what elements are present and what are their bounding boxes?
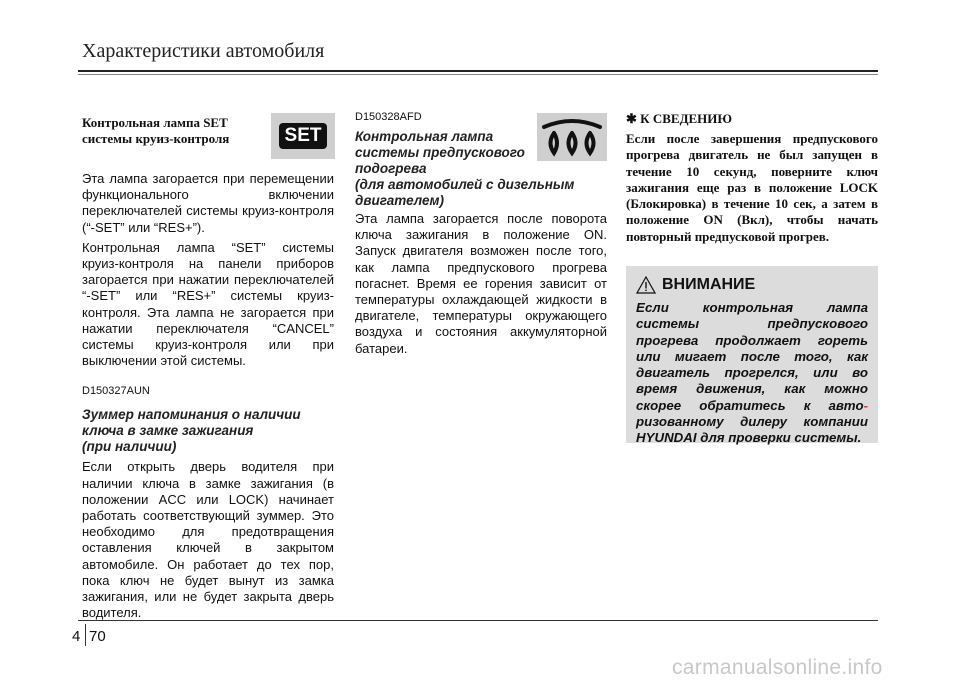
buzzer-code: D150327AUN xyxy=(82,385,150,398)
header-rule-thin xyxy=(78,74,878,75)
set-lamp-paragraph-1: Эта лампа загорается при перемещении функционального включении переключателей системы круиз-контроля (“-SET” или “RES+”). xyxy=(82,171,334,235)
warning-text xyxy=(636,300,868,447)
footer-rule xyxy=(78,620,878,621)
warning-box xyxy=(626,266,878,446)
warning-triangle-icon xyxy=(636,276,656,294)
glow-title-line-4: (для автомобилей с дизельным xyxy=(355,177,575,192)
info-title: К СВЕДЕНИЮ xyxy=(640,111,733,126)
info-body: Если после завершения предпускового прогрева двигатель не был запущен в течение 10 секунд, поверните ключ зажигания еще раз в положение LOCK (Блокировка) в течение 10 сек, а затем в положение ON (Вкл), чтобы начать повторный предпусковой прогрев. xyxy=(626,131,878,244)
set-lamp-icon xyxy=(271,113,335,159)
column-right xyxy=(626,111,878,245)
warning-hyphen: - xyxy=(863,397,868,413)
buzzer-title-line-3: (при наличии) xyxy=(82,439,177,455)
glow-title-line-3: подогрева xyxy=(355,161,427,176)
glow-title-line-1: Контрольная лампа xyxy=(355,129,494,144)
warning-title: ВНИМАНИЕ xyxy=(662,276,756,293)
warning-text-part-2: ризованному дилеру компании HYUNDAI для проверки системы. xyxy=(636,414,868,446)
info-star-icon: ✱ xyxy=(626,111,641,126)
glow-title-line-2: системы предпускового xyxy=(355,145,525,160)
column-left xyxy=(82,115,334,621)
set-lamp-heading: Контрольная лампа SET системы круиз-контроля xyxy=(82,115,230,146)
buzzer-title-line-2: ключа в замке зажигания xyxy=(82,423,254,439)
page-number: 70 xyxy=(89,628,106,645)
glow-plug-icon xyxy=(537,113,607,161)
set-lamp-paragraph-2: Контрольная лампа “SET” системы круиз-контроля на панели приборов загорается при нажатии переключателей “-SET” или “RES+” системы круиз-контроля. Эта лампа не загорается при нажатии переключателя “CANCEL” системы круиз-контроля или при выключении этой системы. xyxy=(82,239,334,369)
header-rule xyxy=(78,70,878,72)
buzzer-paragraph: Если открыть дверь водителя при наличии ключа в замке зажигания (в положении ACC или LOCK) начинает работать соответствующий зуммер. Это необходимо для предотвращения оставления ключей в закрытом автомобиле. Он работает до тех пор, пока ключ не будет вынут из замка зажигания, или не будет закрыта дверь водителя. xyxy=(82,459,334,621)
section-number: 4 xyxy=(72,628,81,645)
buzzer-title-line-1: Зуммер напоминания о наличии xyxy=(82,407,301,423)
watermark: carmanualsonline.info xyxy=(672,656,883,679)
glow-paragraph: Эта лампа загорается после поворота ключа зажигания в положение ON. Запуск двигателя возможен после того, как лампа предпускового прогрева погаснет. Время ее горения зависит от температуры охлаждающей жидкости в двигателе, температуры окружающего воздуха и состояния аккумуляторной батареи. xyxy=(355,211,607,356)
warning-text-part-1: Если контрольная лампа системы предпускового прогрева продолжает гореть или мигает после того, как двигатель прогрелся, или во время движения, как можно скорее обратитесь к авто xyxy=(636,300,868,413)
set-icon-label: SET xyxy=(279,123,328,149)
glow-title-line-5: двигателем) xyxy=(355,193,444,208)
page-number-divider xyxy=(85,624,86,646)
warning-heading xyxy=(636,276,755,294)
page-header-title: Характеристики автомобиля xyxy=(82,40,325,62)
info-heading xyxy=(626,111,878,127)
glow-code: D150328AFD xyxy=(355,111,422,123)
